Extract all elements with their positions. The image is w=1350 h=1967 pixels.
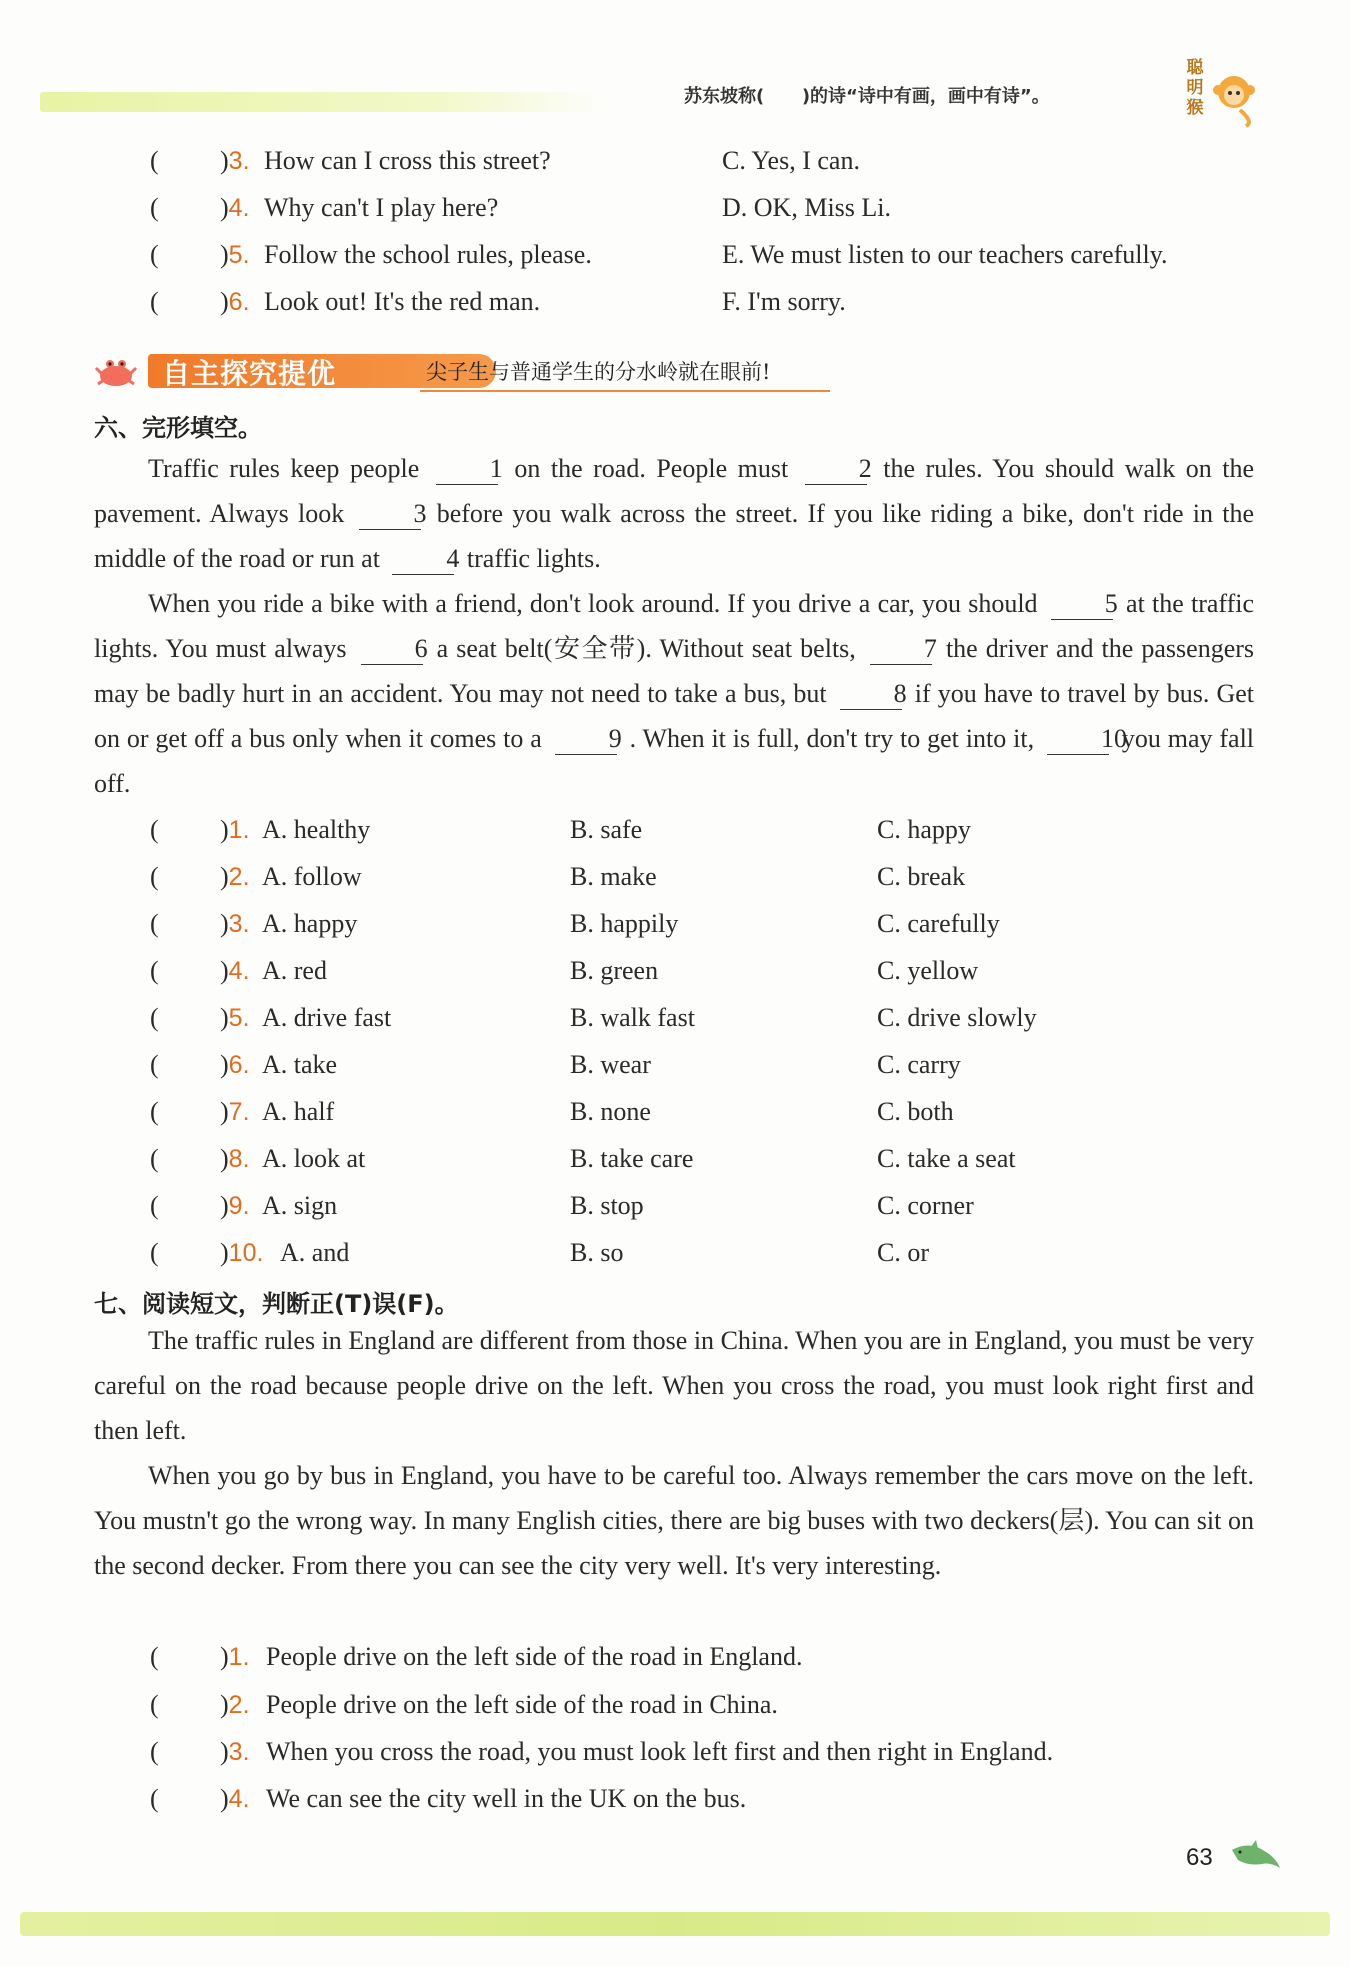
page-number: 63	[1186, 1844, 1213, 1871]
question-number: )2.	[220, 862, 250, 891]
option-a: A. follow	[262, 862, 362, 891]
option-c: C. or	[877, 1238, 929, 1267]
answer-paren: (	[150, 1737, 159, 1766]
answer-paren: (	[150, 1642, 159, 1671]
reading-paragraph-1: The traffic rules in England are different from those in China. When you are in England, you must be very careful on the road because people drive on the left. When you cross the road, you must look right first and then left.	[94, 1326, 1254, 1445]
footer-band	[20, 1912, 1330, 1936]
cloze-blank: 1	[436, 454, 498, 485]
question-number: )1.	[220, 815, 250, 844]
cloze-blank: 5	[1051, 589, 1113, 620]
cloze-blank: 2	[805, 454, 867, 485]
option-c: C. yellow	[877, 956, 979, 985]
option-b: B. none	[570, 1097, 651, 1126]
question-text: Look out! It's the red man.	[264, 287, 541, 316]
statement-text: When you cross the road, you must look left first and then right in England.	[266, 1737, 1054, 1766]
section-title: 六、完形填空。	[94, 414, 262, 442]
answer-paren: (	[150, 909, 159, 938]
option-b: B. wear	[570, 1050, 651, 1079]
reading-paragraph-2: When you go by bus in England, you have to be careful too. Always remember the cars move on the left. You mustn't go the wrong way. In many English cities, there are big buses with two deckers(层). You can sit on the second decker. From there you can see the city very well. It's very interesting.	[94, 1461, 1254, 1580]
question-text: Why can't I play here?	[264, 193, 499, 222]
cloze-passage	[94, 446, 1254, 806]
statement-text: People drive on the left side of the road in England.	[266, 1642, 803, 1671]
option-c: C. carry	[877, 1050, 961, 1079]
cloze-blank: 4	[392, 544, 454, 575]
option-c: C. both	[877, 1097, 954, 1126]
banner-title: 自主探究提优	[162, 357, 337, 390]
option-a: A. sign	[262, 1191, 338, 1220]
banner-subtitle: 尖子生与普通学生的分水岭就在眼前!	[426, 360, 771, 384]
question-number: )10.	[220, 1238, 264, 1267]
option-b: B. safe	[570, 815, 643, 844]
cloze-blank: 6	[361, 634, 423, 665]
question-number: )4.	[220, 1784, 250, 1813]
reading-passage	[94, 1318, 1254, 1588]
answer-paren: (	[150, 1097, 159, 1126]
answer-option: F. I'm sorry.	[722, 287, 846, 316]
cloze-paragraph-2: When you ride a bike with a friend, don't look around. If you drive a car, you should 5 at the traffic lights. You must always 6 a seat belt(安全带). Without seat belts, 7 the driver and the passengers may be badly hurt in an accident. You may not need to take a bus, but 8 if you have to travel by bus. Get on or get off a bus only when it comes to a 9 . When it is full, don't try to get into it, 10 you may fall off.	[94, 589, 1255, 798]
question-text: How can I cross this street?	[264, 146, 551, 175]
question-number: )5.	[220, 240, 250, 269]
statement-text: We can see the city well in the UK on the bus.	[266, 1784, 747, 1813]
answer-option: E. We must listen to our teachers carefully.	[722, 240, 1168, 269]
section-title: 七、阅读短文，判断正(T)误(F)。	[94, 1290, 459, 1318]
answer-paren: (	[150, 240, 159, 269]
option-b: B. green	[570, 956, 659, 985]
answer-option: D. OK, Miss Li.	[722, 193, 892, 222]
answer-paren: (	[150, 862, 159, 891]
cloze-blank: 3	[359, 499, 421, 530]
question-number: )3.	[220, 146, 250, 175]
answer-paren: (	[150, 1238, 159, 1267]
option-c: C. corner	[877, 1191, 974, 1220]
option-c: C. take a seat	[877, 1144, 1016, 1173]
answer-paren: (	[150, 1050, 159, 1079]
option-b: B. stop	[570, 1191, 644, 1220]
answer-paren: (	[150, 287, 159, 316]
statement-text: People drive on the left side of the road in China.	[266, 1690, 778, 1719]
banner-underline	[420, 390, 830, 392]
answer-paren: (	[150, 1191, 159, 1220]
cloze-paragraph-1: Traffic rules keep people 1 on the road. People must 2 the rules. You should walk on the pavement. Always look 3 before you walk across the street. If you like riding a bike, don't ride in the middle of the road or run at 4 traffic lights.	[94, 454, 1255, 573]
question-number: )4.	[220, 956, 250, 985]
cloze-blank: 7	[870, 634, 932, 665]
question-number: )6.	[220, 287, 250, 316]
question-number: )3.	[220, 909, 250, 938]
option-a: A. healthy	[262, 815, 371, 844]
dolphin-icon	[1226, 1836, 1286, 1876]
logo-text: 聪明猴	[1186, 58, 1204, 118]
cloze-blank: 9	[555, 724, 617, 755]
crab-icon	[90, 354, 142, 390]
option-a: A. take	[262, 1050, 338, 1079]
option-b: B. walk fast	[570, 1003, 695, 1032]
question-number: )3.	[220, 1737, 250, 1766]
option-a: A. and	[280, 1238, 350, 1267]
question-number: )6.	[220, 1050, 250, 1079]
option-a: A. red	[262, 956, 327, 985]
cloze-blank: 10	[1047, 724, 1109, 755]
option-b: B. take care	[570, 1144, 694, 1173]
question-number: )5.	[220, 1003, 250, 1032]
answer-paren: (	[150, 1690, 159, 1719]
answer-paren: (	[150, 1144, 159, 1173]
answer-option: C. Yes, I can.	[722, 146, 860, 175]
question-number: )7.	[220, 1097, 250, 1126]
answer-paren: (	[150, 815, 159, 844]
question-text: Follow the school rules, please.	[264, 240, 592, 269]
option-b: B. so	[570, 1238, 624, 1267]
answer-paren: (	[150, 193, 159, 222]
question-number: )1.	[220, 1642, 250, 1671]
option-a: A. drive fast	[262, 1003, 392, 1032]
option-c: C. carefully	[877, 909, 1000, 938]
option-c: C. drive slowly	[877, 1003, 1037, 1032]
option-b: B. happily	[570, 909, 679, 938]
answer-paren: (	[150, 1003, 159, 1032]
cloze-blank: 8	[840, 679, 902, 710]
question-number: )9.	[220, 1191, 250, 1220]
answer-paren: (	[150, 1784, 159, 1813]
answer-paren: (	[150, 146, 159, 175]
option-a: A. happy	[262, 909, 358, 938]
option-c: C. happy	[877, 815, 971, 844]
question-number: )4.	[220, 193, 250, 222]
header-quote: 苏东坡称( )的诗“诗中有画，画中有诗”。	[684, 86, 1050, 107]
option-b: B. make	[570, 862, 657, 891]
option-c: C. break	[877, 862, 966, 891]
option-a: A. half	[262, 1097, 335, 1126]
question-number: )2.	[220, 1690, 250, 1719]
header-band	[40, 92, 600, 112]
section-banner	[90, 350, 830, 394]
answer-paren: (	[150, 956, 159, 985]
option-a: A. look at	[262, 1144, 366, 1173]
question-number: )8.	[220, 1144, 250, 1173]
